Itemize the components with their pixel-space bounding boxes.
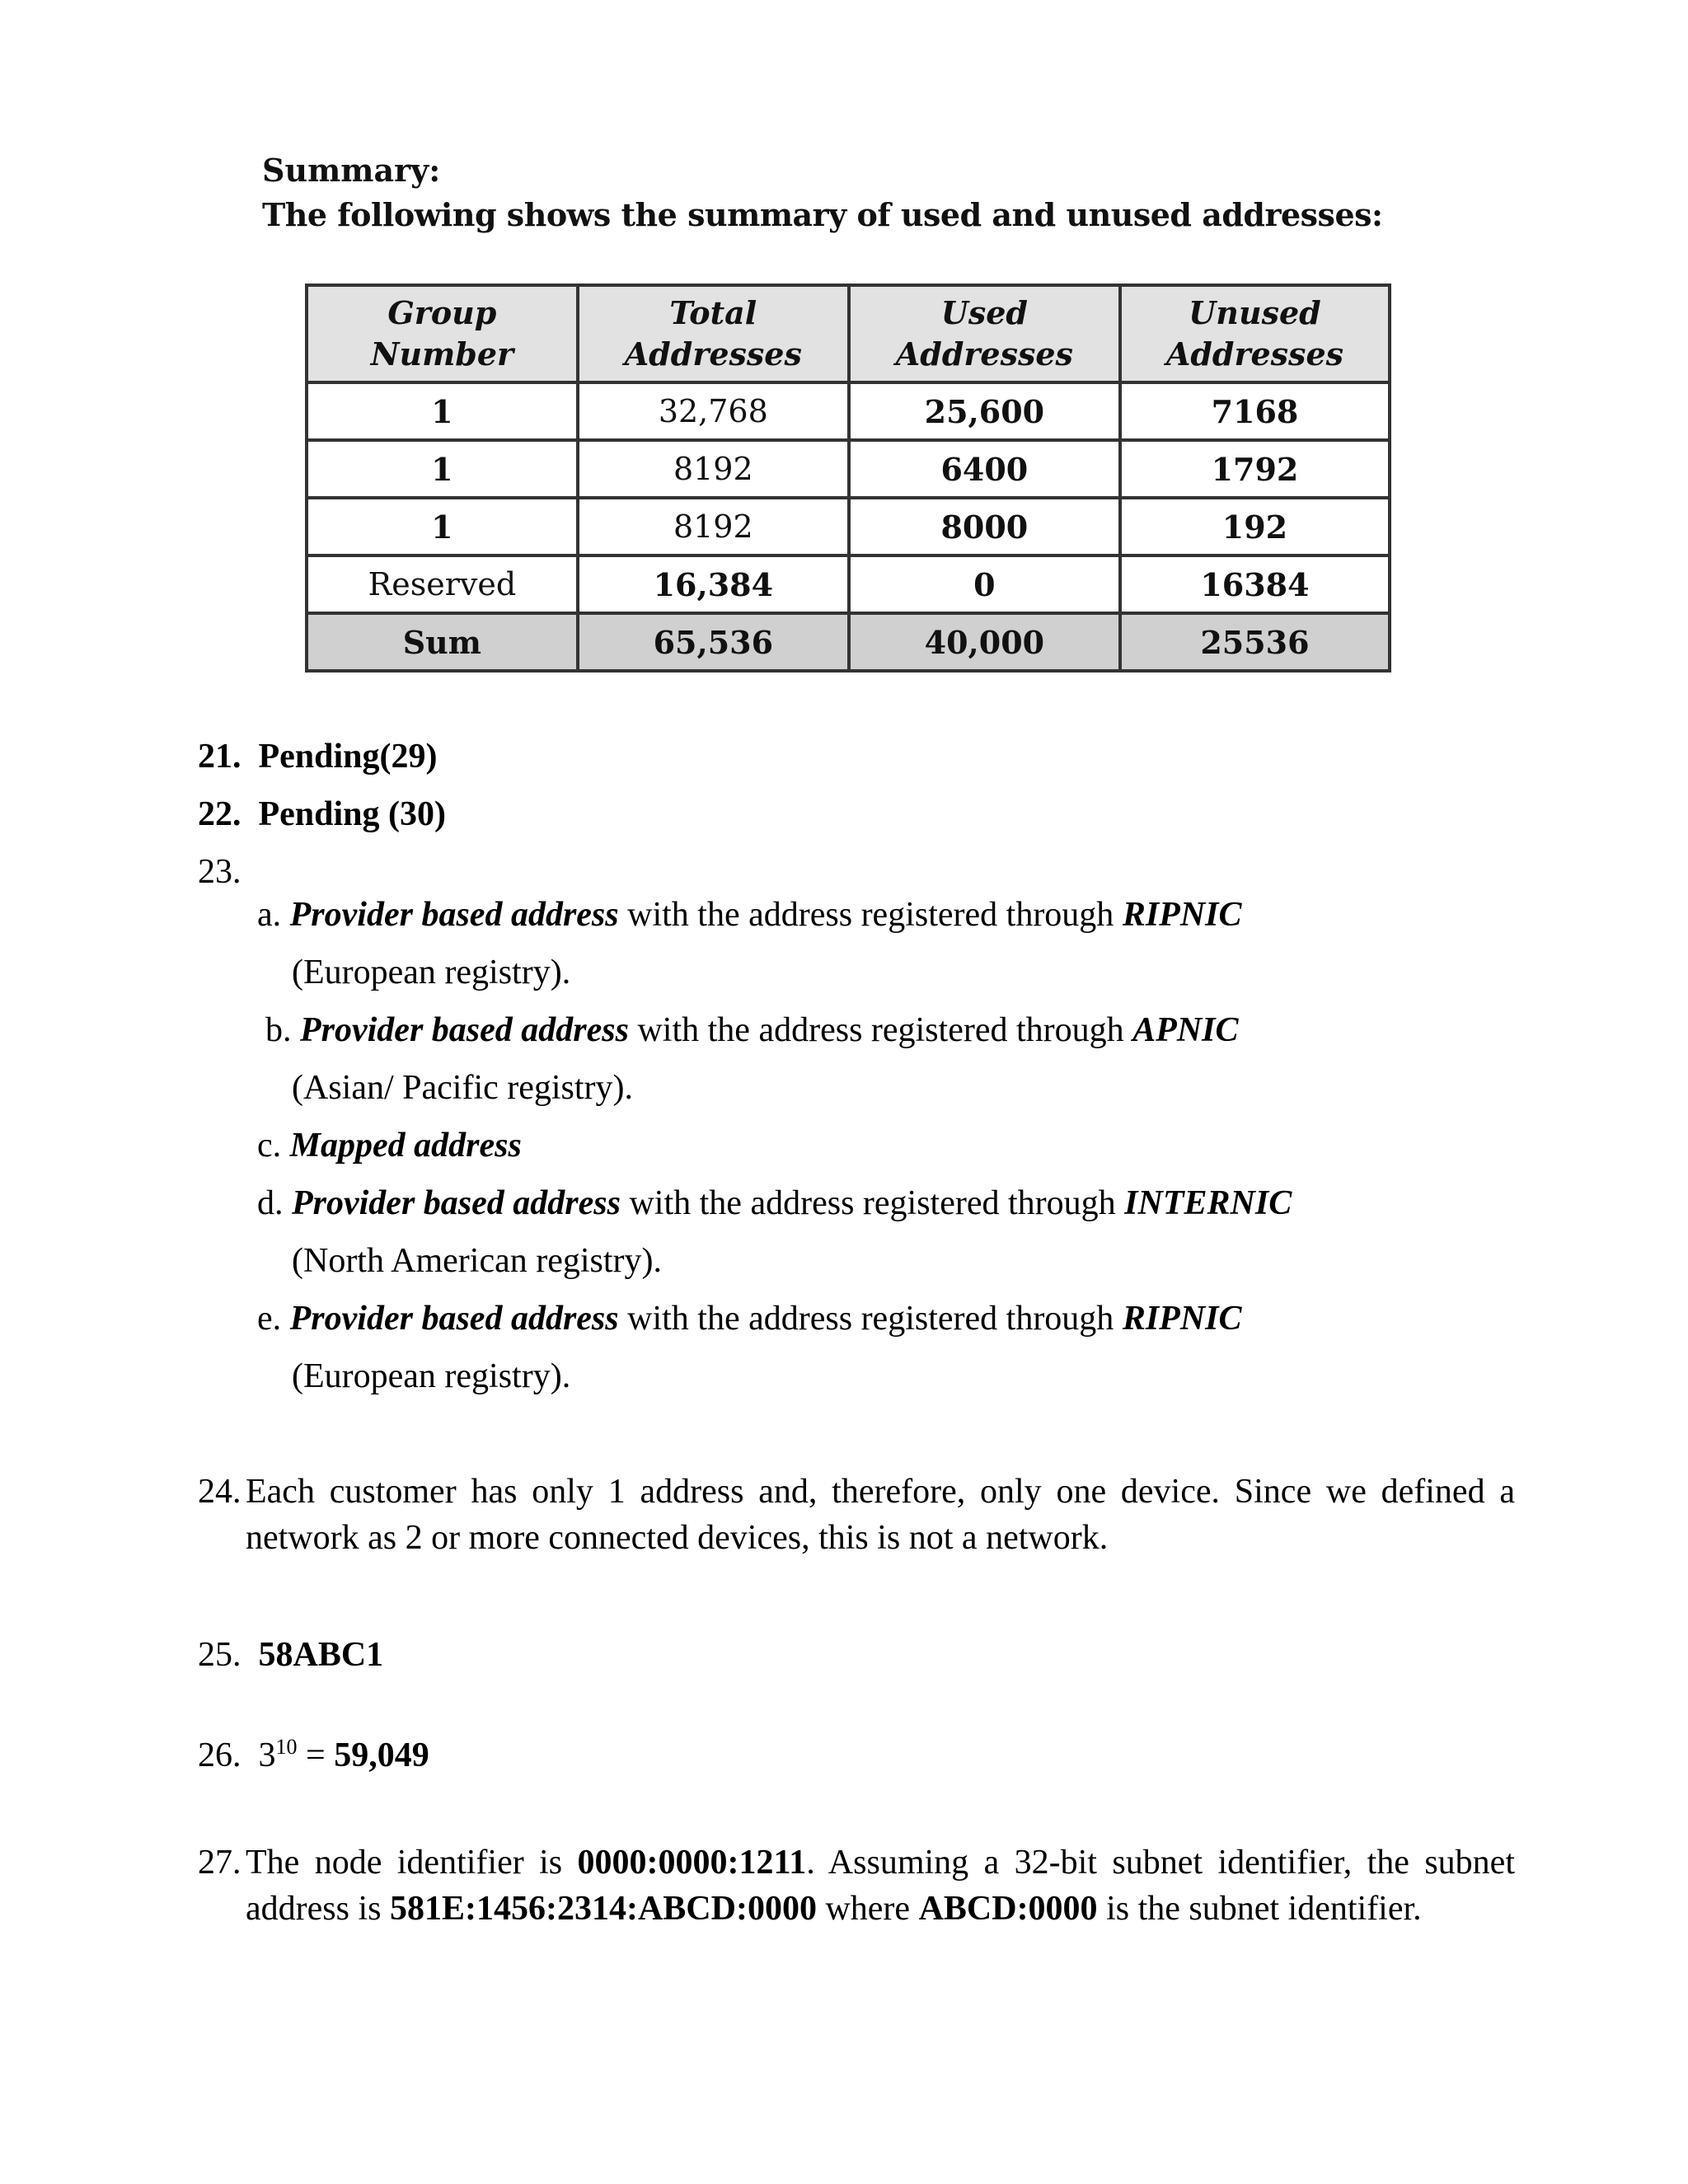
summary-heading: Summary: [262, 152, 441, 189]
registry: RIPNIC [1122, 896, 1242, 934]
answer-23c: c. Mapped address [257, 1127, 522, 1165]
answer-27-line2: address is 581E:1456:2314:ABCD:0000 where ABCD:0000 is the subnet identifier. [246, 1890, 1422, 1928]
address-summary-table [305, 284, 1391, 673]
table-cell: Sum [307, 613, 578, 671]
term: Provider based address [289, 896, 619, 934]
table-cell: 8192 [578, 498, 849, 555]
power-exponent: 10 [275, 1735, 298, 1759]
table-cell: 25536 [1120, 613, 1390, 671]
table-sum-row [307, 613, 1390, 671]
question-number: 24. [198, 1473, 241, 1511]
table-cell: 16384 [1120, 555, 1390, 613]
answer-21 [198, 733, 438, 780]
header-unused-addresses: Unused Addresses [1120, 285, 1390, 382]
table-cell: 1 [307, 440, 578, 498]
summary-intro: The following shows the summary of used and unused addresses: [262, 196, 1383, 233]
answer-text: Pending (30) [258, 795, 447, 833]
registry-note: (North American registry). [292, 1242, 663, 1280]
header-total-addresses: Total Addresses [578, 285, 849, 382]
subnet-identifier: ABCD:0000 [918, 1890, 1098, 1928]
table-cell: 16,384 [578, 555, 849, 613]
answer-23e: e. Provider based address with the address registered through RIPNIC [257, 1300, 1242, 1338]
header-group-number: Group Number [307, 285, 578, 382]
question-number: 27. [198, 1844, 241, 1882]
table-cell: 7168 [1120, 382, 1390, 440]
table-cell: 8000 [849, 498, 1120, 555]
header-used-addresses: Used Addresses [849, 285, 1120, 382]
table-cell: 40,000 [849, 613, 1120, 671]
question-number: 23. [198, 853, 241, 891]
table-row [307, 498, 1390, 555]
answer-24-line1: Each customer has only 1 address and, therefore, only one device. Since we defined a [246, 1473, 1515, 1511]
term: Provider based address [300, 1011, 629, 1049]
table-cell: 1 [307, 382, 578, 440]
table-cell: 32,768 [578, 382, 849, 440]
answer-text: 58ABC1 [258, 1636, 384, 1674]
question-number: 21. [198, 738, 241, 776]
registry: INTERNIC [1124, 1184, 1292, 1222]
answer-text: Pending(29) [258, 738, 438, 776]
registry-note: (Asian/ Pacific registry). [292, 1069, 634, 1107]
power-base: 3 [258, 1736, 276, 1774]
registry: APNIC [1132, 1011, 1239, 1049]
table-cell: 8192 [578, 440, 849, 498]
table-row [307, 555, 1390, 613]
term: Mapped address [289, 1127, 522, 1165]
question-number: 25. [198, 1636, 241, 1674]
answer-26: 26. $3^{10} = 59,049$ [198, 1735, 429, 1774]
answer-23d: d. Provider based address with the address registered through INTERNIC [257, 1184, 1292, 1222]
term: Provider based address [292, 1184, 621, 1222]
answer-25 [198, 1632, 383, 1678]
subnet-address: 581E:1456:2314:ABCD:0000 [389, 1890, 817, 1928]
table-cell: 6400 [849, 440, 1120, 498]
answer-22 [198, 791, 446, 837]
answer-27-line1: The node identifier is 0000:0000:1211. Assuming a 32-bit subnet identifier, the subnet [246, 1844, 1515, 1882]
answer-text: 59,049 [334, 1736, 429, 1774]
registry-note: (European registry). [292, 954, 571, 991]
table-cell: 1792 [1120, 440, 1390, 498]
answer-23a: a. Provider based address with the address registered through RIPNIC [257, 896, 1242, 934]
table-cell: 0 [849, 555, 1120, 613]
answer-24-line2: network as 2 or more connected devices, this is not a network. [246, 1519, 1109, 1557]
table-cell: 1 [307, 498, 578, 555]
table-header-row [307, 285, 1390, 382]
table-cell: 65,536 [578, 613, 849, 671]
answer-23b: b. Provider based address with the address registered through APNIC [265, 1011, 1239, 1049]
term: Provider based address [289, 1300, 619, 1338]
registry-note: (European registry). [292, 1357, 571, 1395]
question-number: 22. [198, 795, 241, 833]
table-cell: 192 [1120, 498, 1390, 555]
table-cell: 25,600 [849, 382, 1120, 440]
table-row [307, 440, 1390, 498]
table-row [307, 382, 1390, 440]
node-identifier: 0000:0000:1211 [577, 1844, 807, 1882]
registry: RIPNIC [1122, 1300, 1242, 1338]
table-cell: Reserved [307, 555, 578, 613]
question-number: 26. [198, 1736, 241, 1774]
